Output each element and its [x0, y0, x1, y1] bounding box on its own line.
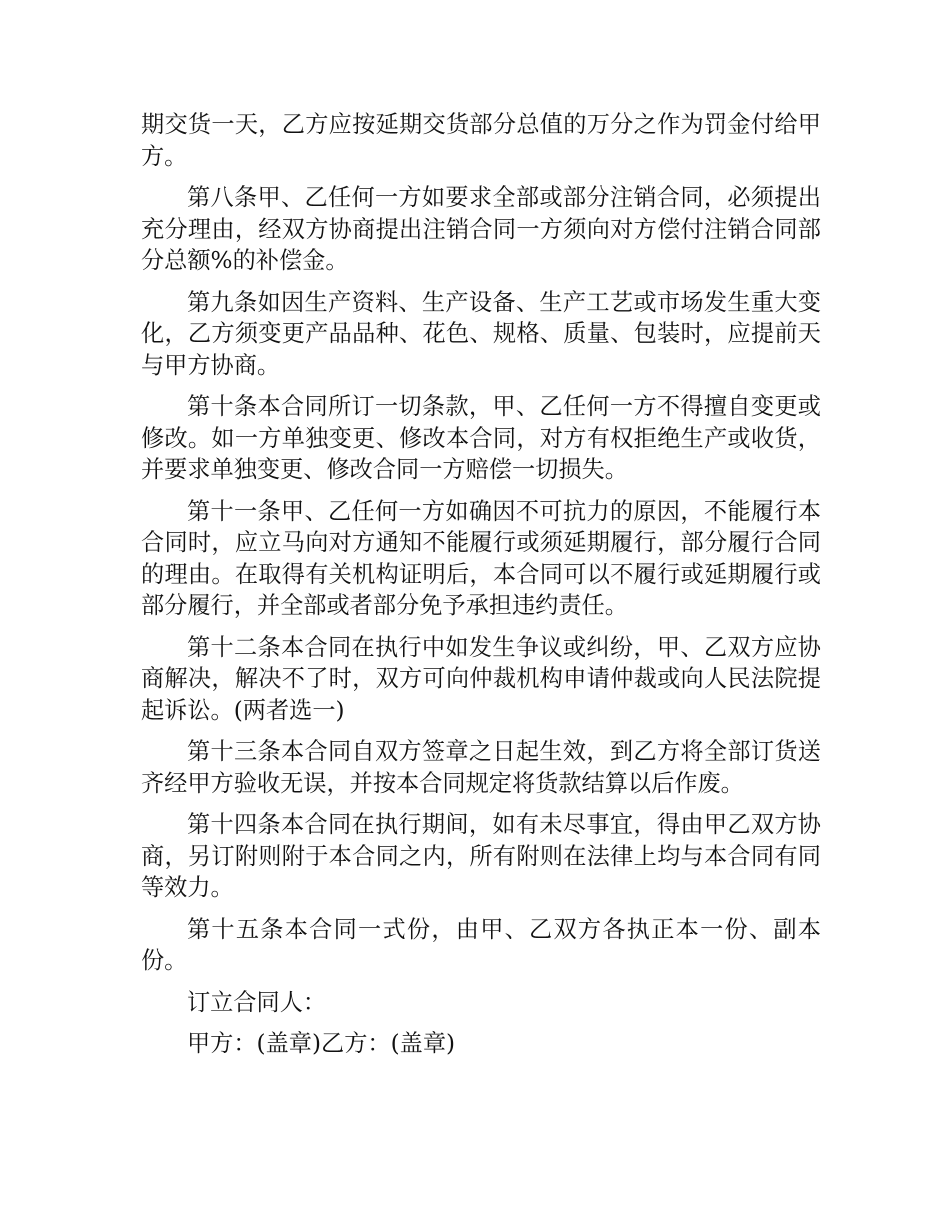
document-body [141, 109, 821, 1070]
paragraph-article-8: 第八条甲、乙任何一方如要求全部或部分注销合同，必须提出充分理由，经双方协商提出注销合同一方须向对方偿付注销合同部分总额%的补偿金。 [141, 184, 821, 274]
paragraph-article-13: 第十三条本合同自双方签章之日起生效，到乙方将全部订货送齐经甲方验收无误，并按本合同规定将货款结算以后作废。 [141, 738, 821, 797]
paragraph-article-15: 第十五条本合同一式份，由甲、乙双方各执正本一份、副本份。 [141, 915, 821, 974]
paragraph-article-11: 第十一条甲、乙任何一方如确因不可抗力的原因，不能履行本合同时，应立马向对方通知不能履行或须延期履行，部分履行合同的理由。在取得有关机构证明后，本合同可以不履行或延期履行或部分履行，并全部或者部分免予承担违约责任。 [141, 497, 821, 619]
paragraph-article-14: 第十四条本合同在执行期间，如有未尽事宜，得由甲乙双方协商，另订附则附于本合同之内，所有附则在法律上均与本合同有同等效力。 [141, 811, 821, 901]
paragraph-article-9: 第九条如因生产资料、生产设备、生产工艺或市场发生重大变化，乙方须变更产品品种、花色、规格、质量、包装时，应提前天与甲方协商。 [141, 288, 821, 379]
party-seal-line: 甲方：(盖章)乙方：(盖章) [187, 1030, 456, 1057]
paragraph-article-10: 第十条本合同所订一切条款，甲、乙任何一方不得擅自变更或修改。如一方单独变更、修改本合同，对方有权拒绝生产或收货，并要求单独变更、修改合同一方赔偿一切损失。 [141, 393, 821, 483]
signatories-heading: 订立合同人： [187, 988, 327, 1016]
paragraph-late-delivery: 期交货一天，乙方应按延期交货部分总值的万分之作为罚金付给甲方。 [141, 111, 821, 170]
paragraph-article-12: 第十二条本合同在执行中如发生争议或纠纷，甲、乙双方应协商解决，解决不了时，双方可向仲裁机构申请仲裁或向人民法院提起诉讼。(两者选一) [141, 633, 821, 724]
